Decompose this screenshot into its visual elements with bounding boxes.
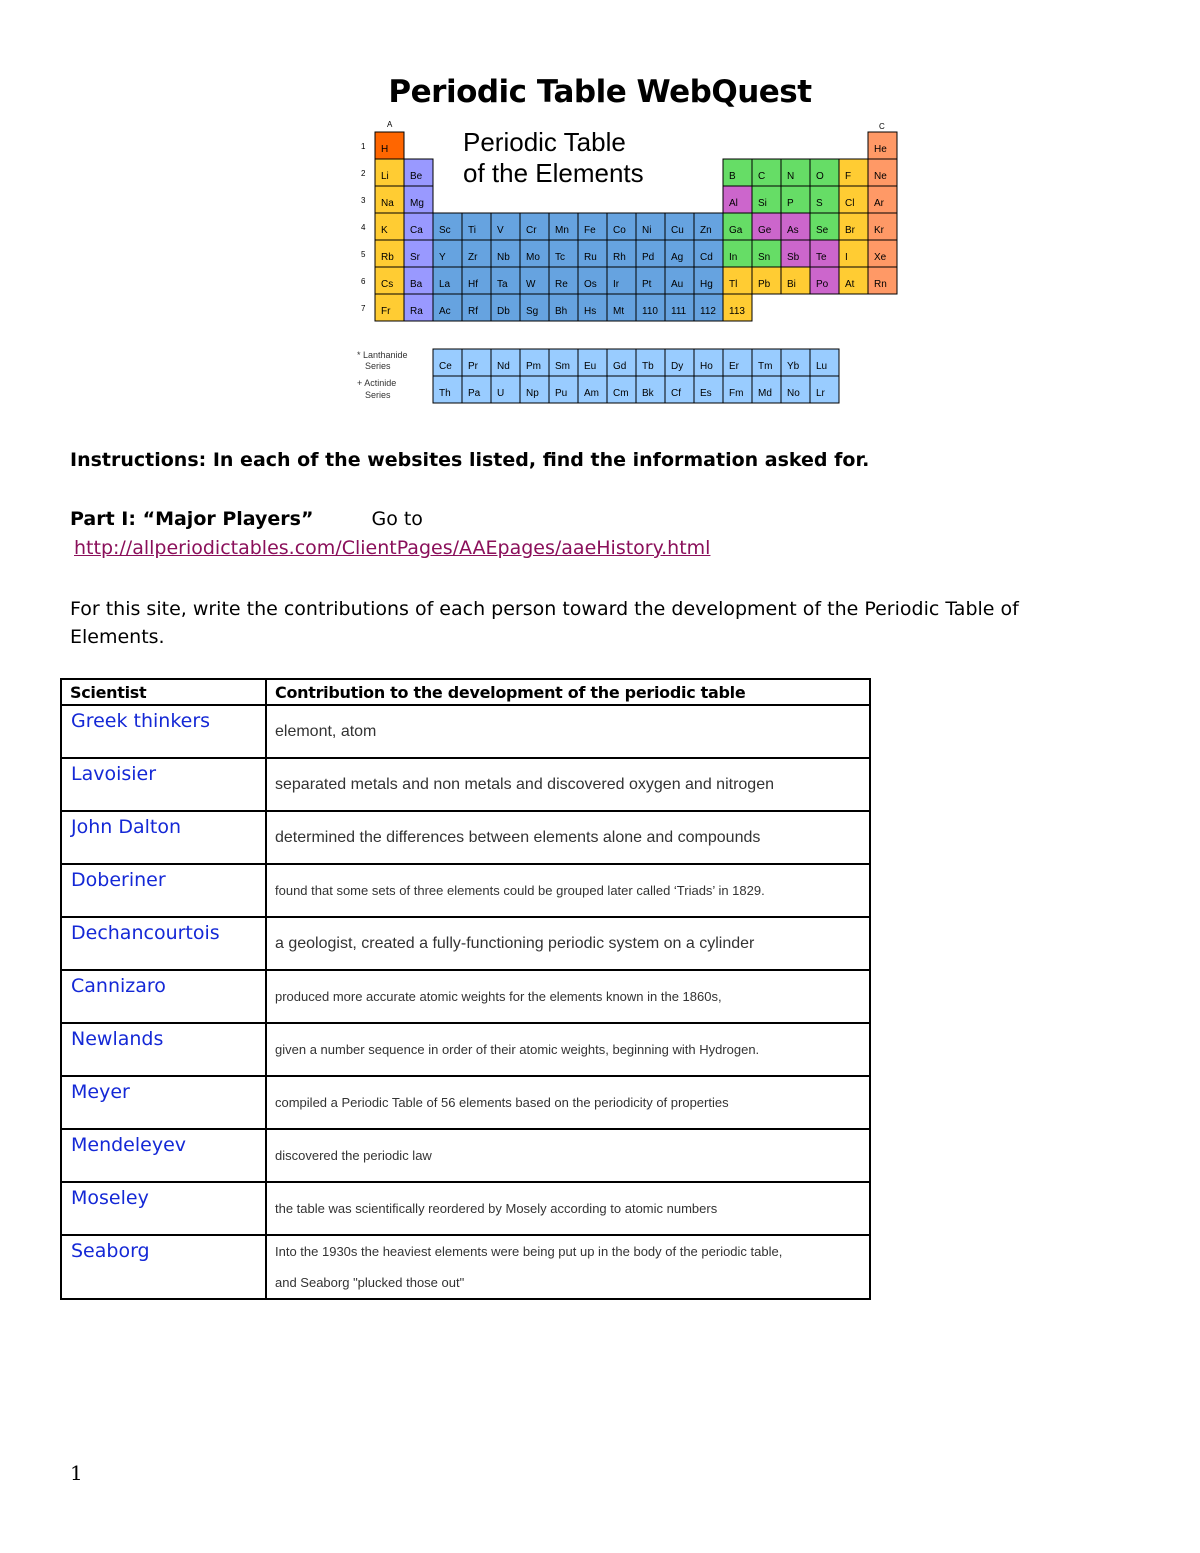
- element-symbol: Ra: [410, 306, 423, 317]
- part1-label: Part I: “Major Players”: [70, 508, 314, 530]
- element-symbol: Pu: [555, 388, 568, 399]
- element-symbol: Tb: [642, 361, 654, 372]
- scientist-table: [60, 678, 871, 1300]
- scientist-name: Cannizaro: [61, 970, 266, 1023]
- element-symbol: Cu: [671, 225, 684, 236]
- element-symbol: Cl: [845, 198, 855, 209]
- element-symbol: P: [787, 198, 794, 209]
- element-cell: [607, 267, 636, 294]
- element-symbol: Pr: [468, 361, 478, 372]
- element-symbol: Ac: [439, 306, 451, 317]
- element-symbol: Ir: [613, 279, 620, 290]
- element-symbol: Rb: [381, 252, 394, 263]
- element-symbol: Er: [729, 361, 739, 372]
- element-cell: [375, 132, 404, 159]
- element-cell: [433, 240, 462, 267]
- element-symbol: Li: [381, 171, 389, 182]
- element-symbol: Cf: [671, 388, 681, 399]
- element-symbol: Es: [700, 388, 712, 399]
- element-symbol: Sr: [410, 252, 420, 263]
- table-row: [61, 1076, 870, 1129]
- element-symbol: Au: [671, 279, 684, 290]
- element-symbol: Zr: [468, 252, 478, 263]
- element-symbol: At: [845, 279, 855, 290]
- element-symbol: K: [381, 225, 388, 236]
- element-symbol: Cm: [613, 388, 629, 399]
- scientist-name: Dechancourtois: [61, 917, 266, 970]
- element-symbol: Sc: [439, 225, 451, 236]
- element-symbol: Tl: [729, 279, 738, 290]
- element-symbol: As: [787, 225, 799, 236]
- element-symbol: Nd: [497, 361, 510, 372]
- element-symbol: B: [729, 171, 736, 182]
- element-symbol: Pa: [468, 388, 481, 399]
- periodic-table-image: [355, 118, 900, 410]
- element-symbol: Ti: [468, 225, 476, 236]
- element-symbol: Ta: [497, 279, 508, 290]
- element-symbol: Sn: [758, 252, 771, 263]
- element-symbol: Si: [758, 198, 767, 209]
- element-symbol: Th: [439, 388, 451, 399]
- header-scientist: Scientist: [61, 679, 266, 705]
- table-row: [61, 811, 870, 864]
- period-label: 1: [361, 142, 366, 151]
- element-symbol: S: [816, 198, 823, 209]
- contribution-cell: produced more accurate atomic weights for the elements known in the 1860s,: [266, 970, 870, 1023]
- element-symbol: 113: [729, 306, 745, 317]
- element-symbol: 110: [642, 306, 658, 317]
- period-label: 7: [361, 304, 366, 313]
- table-row: [61, 1235, 870, 1299]
- scientist-name: Mendeleyev: [61, 1129, 266, 1182]
- contribution-cell: discovered the periodic law: [266, 1129, 870, 1182]
- element-cell: [375, 159, 404, 186]
- table-row: [61, 1129, 870, 1182]
- period-label: 5: [361, 250, 366, 259]
- element-symbol: Nb: [497, 252, 510, 263]
- element-symbol: Ca: [410, 225, 423, 236]
- element-symbol: Mg: [410, 198, 424, 209]
- element-symbol: Eu: [584, 361, 597, 372]
- element-symbol: 111: [671, 306, 687, 317]
- element-symbol: Al: [729, 198, 738, 209]
- scientist-name: John Dalton: [61, 811, 266, 864]
- part1-line: [70, 508, 423, 530]
- element-cell: [781, 159, 810, 186]
- element-symbol: Bh: [555, 306, 568, 317]
- contribution-line-2: and Seaborg "plucked those out": [275, 1275, 465, 1290]
- element-symbol: 112: [700, 306, 716, 317]
- page-number: 1: [70, 1461, 83, 1485]
- element-symbol: Hf: [468, 279, 478, 290]
- table-header-row: [61, 679, 870, 705]
- element-symbol: Cd: [700, 252, 713, 263]
- element-symbol: Po: [816, 279, 829, 290]
- element-symbol: Se: [816, 225, 829, 236]
- page-title: Periodic Table WebQuest: [388, 74, 812, 110]
- contribution-line-1: Into the 1930s the heaviest elements were being put up in the body of the periodic table,: [275, 1244, 783, 1259]
- table-row: [61, 1023, 870, 1076]
- element-symbol: Ga: [729, 225, 743, 236]
- element-symbol: Na: [381, 198, 394, 209]
- element-symbol: Ho: [700, 361, 713, 372]
- period-label: 4: [361, 223, 366, 232]
- goto-text: Go to: [371, 508, 423, 530]
- element-symbol: Fm: [729, 388, 744, 399]
- element-symbol: Db: [497, 306, 510, 317]
- element-symbol: Ru: [584, 252, 597, 263]
- element-symbol: He: [874, 144, 887, 155]
- element-symbol: O: [816, 171, 824, 182]
- element-cell: [723, 267, 752, 294]
- header-contribution: Contribution to the development of the periodic table: [266, 679, 870, 705]
- element-symbol: Lr: [816, 388, 825, 399]
- contribution-cell: determined the differences between elements alone and compounds: [266, 811, 870, 864]
- element-symbol: Pb: [758, 279, 771, 290]
- element-symbol: Bi: [787, 279, 796, 290]
- element-symbol: Tc: [555, 252, 565, 263]
- element-cell: [839, 240, 868, 267]
- element-symbol: Re: [555, 279, 568, 290]
- element-symbol: Md: [758, 388, 772, 399]
- element-symbol: Mo: [526, 252, 540, 263]
- pt-heading-2: of the Elements: [463, 158, 644, 188]
- lanthanide-label-2: Series: [365, 361, 391, 371]
- element-symbol: Ba: [410, 279, 423, 290]
- element-cell: [375, 213, 404, 240]
- element-symbol: H: [381, 144, 389, 155]
- contribution-cell: given a number sequence in order of their atomic weights, beginning with Hydrogen.: [266, 1023, 870, 1076]
- scientist-name: Greek thinkers: [61, 705, 266, 758]
- contribution-cell: a geologist, created a fully-functioning periodic system on a cylinder: [266, 917, 870, 970]
- element-symbol: N: [787, 171, 795, 182]
- contribution-cell: elemont, atom: [266, 705, 870, 758]
- group-label-c: C: [879, 122, 885, 131]
- element-symbol: Hs: [584, 306, 597, 317]
- scientist-name: Doberiner: [61, 864, 266, 917]
- element-symbol: Cs: [381, 279, 394, 290]
- scientist-name: Lavoisier: [61, 758, 266, 811]
- element-symbol: Am: [584, 388, 599, 399]
- element-symbol: Rf: [468, 306, 478, 317]
- element-symbol: Co: [613, 225, 626, 236]
- contribution-cell: the table was scientifically reordered by Mosely according to atomic numbers: [266, 1182, 870, 1235]
- element-symbol: U: [497, 388, 505, 399]
- element-cell: [723, 240, 752, 267]
- element-symbol: Hg: [700, 279, 713, 290]
- element-symbol: Rh: [613, 252, 626, 263]
- element-symbol: Ag: [671, 252, 684, 263]
- period-label: 2: [361, 169, 366, 178]
- element-symbol: Tm: [758, 361, 773, 372]
- table-row: [61, 758, 870, 811]
- table-row: [61, 705, 870, 758]
- element-symbol: C: [758, 171, 766, 182]
- contribution-cell: compiled a Periodic Table of 56 elements based on the periodicity of properties: [266, 1076, 870, 1129]
- element-symbol: I: [845, 252, 848, 263]
- element-symbol: Bk: [642, 388, 654, 399]
- element-symbol: Ce: [439, 361, 452, 372]
- group-label-a: A: [387, 120, 393, 129]
- table-row: [61, 864, 870, 917]
- element-symbol: Pm: [526, 361, 541, 372]
- contribution-cell: separated metals and non metals and discovered oxygen and nitrogen: [266, 758, 870, 811]
- actinide-label-2: Series: [365, 390, 391, 400]
- element-symbol: Fe: [584, 225, 596, 236]
- actinide-label-1: + Actinide: [357, 378, 397, 388]
- element-cell: [810, 186, 839, 213]
- element-cell: [810, 159, 839, 186]
- element-cell: [491, 376, 520, 403]
- pt-heading-1: Periodic Table: [463, 127, 626, 157]
- scientist-name: Moseley: [61, 1182, 266, 1235]
- scientist-name: Newlands: [61, 1023, 266, 1076]
- element-symbol: No: [787, 388, 800, 399]
- element-symbol: Gd: [613, 361, 627, 372]
- element-symbol: Y: [439, 252, 446, 263]
- element-cell: [462, 213, 491, 240]
- element-symbol: Rn: [874, 279, 887, 290]
- element-cell: [781, 186, 810, 213]
- element-symbol: Mn: [555, 225, 569, 236]
- element-cell: [752, 159, 781, 186]
- element-cell: [491, 213, 520, 240]
- instructions: Instructions: In each of the websites listed, find the information asked for.: [70, 449, 870, 471]
- element-symbol: Ar: [874, 198, 884, 209]
- element-cell: [839, 159, 868, 186]
- element-symbol: Kr: [874, 225, 884, 236]
- element-symbol: Zn: [700, 225, 712, 236]
- element-symbol: Br: [845, 225, 855, 236]
- element-symbol: Ne: [874, 171, 887, 182]
- element-symbol: Np: [526, 388, 539, 399]
- element-symbol: Ge: [758, 225, 772, 236]
- element-cell: [723, 159, 752, 186]
- element-symbol: W: [526, 279, 536, 290]
- element-symbol: F: [845, 171, 852, 182]
- element-symbol: Sb: [787, 252, 800, 263]
- element-symbol: Pt: [642, 279, 652, 290]
- contribution-cell: [266, 1235, 870, 1299]
- instructions-paragraph: For this site, write the contributions of each person toward the development of the Periodic Table of Elements.: [70, 598, 1019, 648]
- element-symbol: Cr: [526, 225, 537, 236]
- element-symbol: Lu: [816, 361, 828, 372]
- element-symbol: Pd: [642, 252, 655, 263]
- history-link[interactable]: http://allperiodictables.com/ClientPages/AAEpages/aaeHistory.html: [74, 537, 711, 559]
- element-symbol: La: [439, 279, 451, 290]
- element-symbol: Sg: [526, 306, 539, 317]
- contribution-cell: found that some sets of three elements could be grouped later called ‘Triads’ in 1829.: [266, 864, 870, 917]
- element-symbol: Fr: [381, 306, 391, 317]
- element-symbol: Xe: [874, 252, 887, 263]
- lanthanide-label-1: * Lanthanide: [357, 350, 408, 360]
- period-label: 3: [361, 196, 366, 205]
- table-row: [61, 1182, 870, 1235]
- element-symbol: Mt: [613, 306, 625, 317]
- element-symbol: In: [729, 252, 738, 263]
- element-symbol: Be: [410, 171, 423, 182]
- element-symbol: V: [497, 225, 504, 236]
- element-symbol: Te: [816, 252, 827, 263]
- table-row: [61, 970, 870, 1023]
- element-symbol: Dy: [671, 361, 684, 372]
- period-label: 6: [361, 277, 366, 286]
- table-row: [61, 917, 870, 970]
- element-symbol: Sm: [555, 361, 570, 372]
- element-symbol: Ni: [642, 225, 652, 236]
- element-symbol: Yb: [787, 361, 800, 372]
- scientist-name: Meyer: [61, 1076, 266, 1129]
- scientist-name: Seaborg: [61, 1235, 266, 1299]
- element-symbol: Os: [584, 279, 597, 290]
